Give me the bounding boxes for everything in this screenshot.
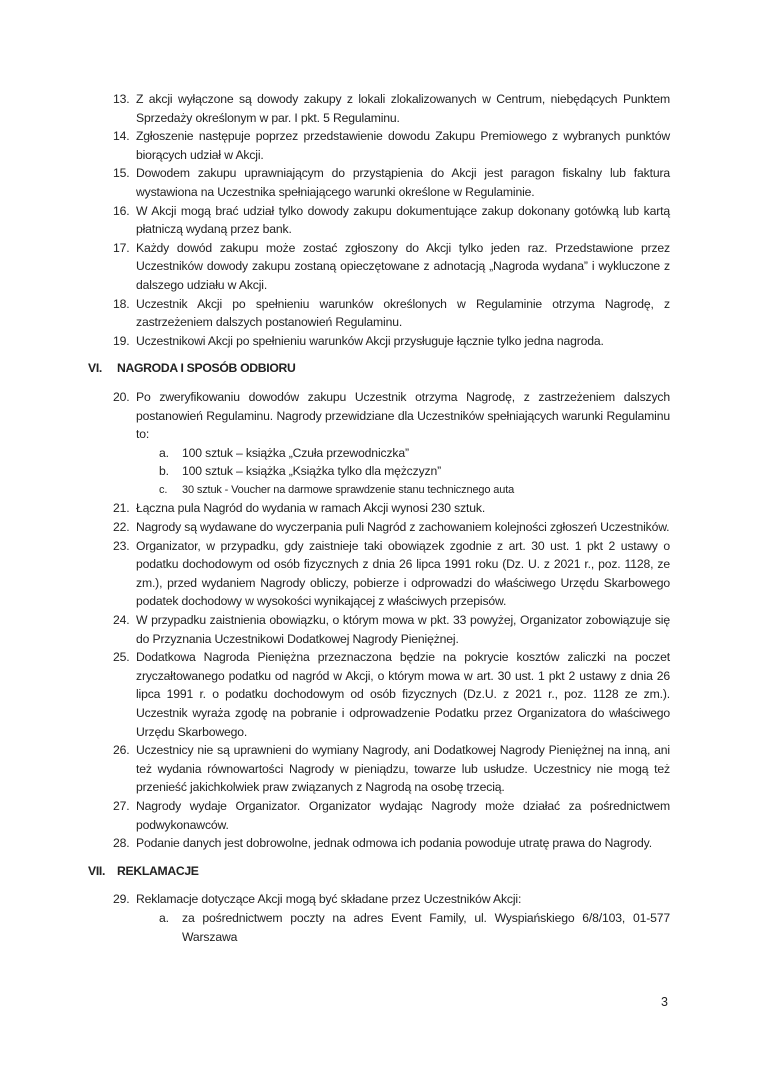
list-item: 15. Dowodem zakupu uprawniającym do przystąpienia do Akcji jest paragon fiskalny lub faktura wystawiona na Uczestnika spełniającego warunki określone w Regulaminie. bbox=[113, 166, 670, 199]
list-item: 17. Każdy dowód zakupu może zostać zgłoszony do Akcji tylko jeden raz. Przedstawione przez Uczestników dowody zakupu zostaną opieczętowane z adnotacją „Nagroda wydana” i wykluczone z dalszego udziału w Akcji. bbox=[113, 240, 670, 292]
list-item: 21. Łączna pula Nagród do wydania w ramach Akcji wynosi 230 sztuk. bbox=[113, 501, 486, 516]
prize-item: c. 30 sztuk - Voucher na darmowe sprawdzenie stanu technicznego auta bbox=[159, 483, 515, 496]
prize-item: b. 100 sztuk – książka „Książka tylko dla mężczyzn” bbox=[159, 464, 441, 479]
prize-item: a. 100 sztuk – książka „Czuła przewodniczka” bbox=[159, 445, 409, 460]
list-item: 26. Uczestnicy nie są uprawnieni do wymiany Nagrody, ani Dodatkowej Nagrody Pieniężnej na inną, ani też wydania równowartości Nagrody w pieniądzu, towarze lub usłudze. Uczestnicy nie mogą też przenieść jakichkolwiek praw związanych z Nagrodą na osobę trzecią. bbox=[113, 743, 670, 795]
list-item: 29. Reklamacje dotyczące Akcji mogą być składane przez Uczestników Akcji: bbox=[113, 892, 522, 907]
list-item: 16. W Akcji mogą brać udział tylko dowody zakupu dokumentujące zakup dokonany gotówką lub kartą płatniczą wydaną przez bank. bbox=[113, 203, 670, 237]
list-item: 18. Uczestnik Akcji po spełnieniu warunków określonych w Regulaminie otrzyma Nagrodę, z zastrzeżeniem dalszych postanowień Regulaminu. bbox=[113, 296, 670, 330]
list-item: 28. Podanie danych jest dobrowolne, jednak odmowa ich podania powoduje utratę prawa do Nagrody. bbox=[113, 836, 652, 851]
list-item: 24. W przypadku zaistnienia obowiązku, o którym mowa w pkt. 33 powyżej, Organizator zobowiązuje się do Przyznania Uczestnikowi Dodatkowej Nagrody Pieniężnej. bbox=[113, 613, 670, 646]
list-item: 19. Uczestnikowi Akcji po spełnieniu warunków Akcji przysługuje łącznie tylko jedna nagroda. bbox=[113, 333, 604, 348]
list-item: 13. Z akcji wyłączone są dowody zakupy z lokali zlokalizowanych w Centrum, niebędących Punktem Sprzedaży określonym w par. I pkt. 5 Regulaminu. bbox=[113, 92, 670, 125]
list-item: 25. Dodatkowa Nagroda Pieniężna przeznaczona będzie na pokrycie kosztów zaliczki na poczet zryczałtowanego podatku od nagród w Akcji, o którym mowa w art. 30 ust. 1 pkt 2 ustawy z dnia 26 lipca 1991 r. o podatku dochodowym od osób fizycznych (Dz.U. z 2021 r., poz. 1128 ze zm.). Uczestnik wyraża zgodę na pobranie i odprowadzenie Podatku przez Organizatora do właściwego Urzędu Skarbowego. bbox=[113, 650, 670, 739]
list-item: 23. Organizator, w przypadku, gdy zaistnieje taki obowiązek zgodnie z art. 30 ust. 1 pkt 2 ustawy o podatku dochodowym od osób fizycznych z dnia 26 lipca 1991 roku (Dz. U. z 2021 r., poz. 1128, ze zm.), przed wydaniem Nagrody obliczy, pobierze i odprowadzi do właściwego Urzędu Skarbowego podatek dochodowy w wysokości wynikającej z właściwych przepisów. bbox=[113, 538, 670, 609]
section-heading-complaints: VII. REKLAMACJE bbox=[88, 863, 199, 878]
list-item: 22. Nagrody są wydawane do wyczerpania puli Nagród z zachowaniem kolejności zgłoszeń Uczestników. bbox=[113, 520, 670, 535]
page-number: 3 bbox=[661, 995, 668, 1009]
complaint-channel-item: a. za pośrednictwem poczty na adres Event Family, ul. Wyspiańskiego 6/8/103, 01-577 Warszawa bbox=[159, 910, 670, 944]
document-content bbox=[88, 90, 670, 946]
list-item: 14. Zgłoszenie następuje poprzez przedstawienie dowodu Zakupu Premiowego z wybranych punktów biorących udział w Akcji. bbox=[113, 129, 670, 162]
list-item: 20. Po zweryfikowaniu dowodów zakupu Uczestnik otrzyma Nagrodę, z zastrzeżeniem dalszych postanowień Regulaminu. Nagrody przewidziane dla Uczestników spełniających warunki Regulaminu to: bbox=[113, 389, 670, 442]
section-heading-prizes: VI. NAGRODA I SPOSÓB ODBIORU bbox=[88, 361, 296, 376]
list-item: 27. Nagrody wydaje Organizator. Organizator wydając Nagrody może działać za pośrednictwem podwykonawców. bbox=[113, 798, 670, 832]
